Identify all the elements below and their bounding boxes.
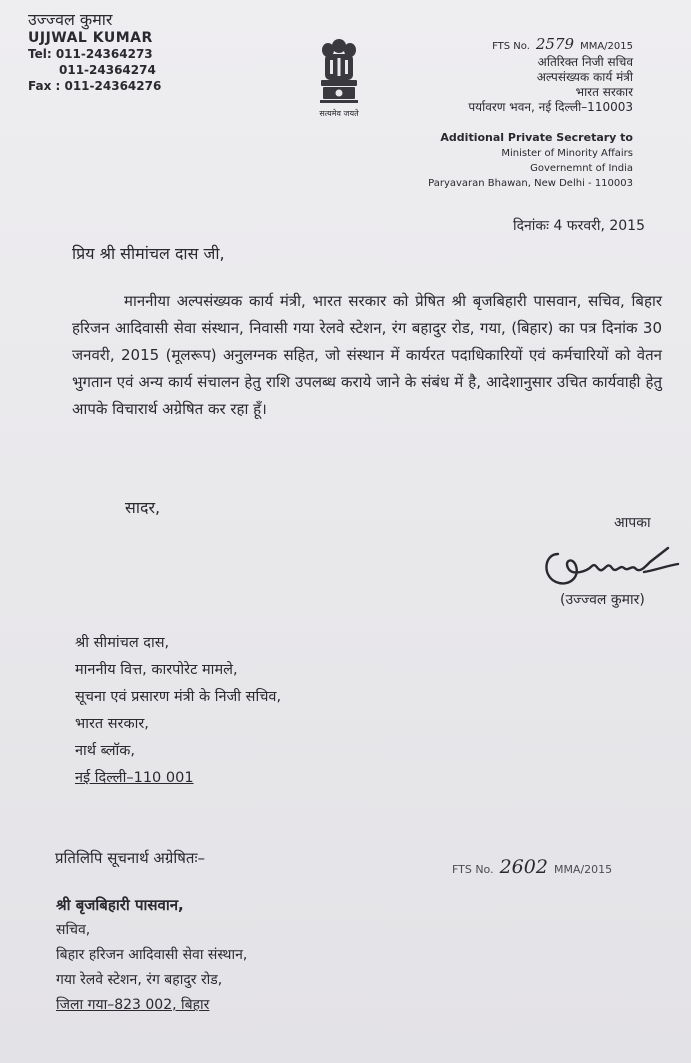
office-govt-english: Governemnt of India [530,163,633,174]
copy-addressee-line-4: गया रेलवे स्टेशन, रंग बहादुर रोड, [56,972,223,988]
sender-fax: Fax : 011-24364276 [28,79,162,93]
salutation: प्रिय श्री सीमांचल दास जी, [72,244,225,263]
sender-name-english: UJJWAL KUMAR [28,30,153,46]
body-text: माननीया अल्पसंख्यक कार्य मंत्री, भारत सरकार को प्रेषित श्री बृजबिहारी पासवान, सचिव, बिहार हरिजन आदिवासी सेवा संस्थान, निवासी गया रेलवे स्टेशन, रंग बहादुर रोड, गया, (बिहार) का पत्र दिनांक 30 जनवरी, 2015 (मूलरूप) अनुलग्नक सहित, जो संस्थान में कार्यरत पदाधिकारियों एवं कर्मचारियों को वेतन भुगतान एवं अन्य कार्य संचालन हेतु राशि उपलब्ध कराये जाने के संबंध में है, आदेशानुसार उचित कार्यवाही हेतु आपके विचारार्थ अग्रेषित कर रहा हूँ। [72,292,662,418]
signature [540,542,685,596]
office-block [428,36,633,191]
yours: आपका [614,515,651,531]
addressee-line-6: नई दिल्ली–110 001 [75,770,194,786]
office-ministry-english: Minister of Minority Affairs [501,148,633,159]
office-govt-hindi: भारत सरकार [575,85,633,99]
office-address-english: Paryavaran Bhawan, New Delhi - 110003 [428,178,633,189]
addressee-line-2: माननीय वित्त, कारपोरेट मामले, [75,662,238,678]
addressee-block [75,630,281,792]
fts2-number: 2602 [499,856,548,878]
fts-reference [428,36,633,55]
fts-number: 2579 [535,35,575,53]
sender-name-hindi: उज्ज्वल कुमार [28,10,113,29]
copy-addressee-line-3: बिहार हरिजन आदिवासी सेवा संस्थान, [56,947,248,963]
office-ministry-hindi: अल्पसंख्यक कार्य मंत्री [536,70,633,84]
sender-phone-2: 011-24364274 [59,63,156,77]
addressee-line-3: सूचना एवं प्रसारण मंत्री के निजी सचिव, [75,689,282,705]
letter-body [72,288,662,423]
signatory-name: (उज्ज्वल कुमार) [560,592,645,608]
fts2-label: FTS No. [452,863,494,876]
state-emblem [304,36,374,119]
addressee-line-4: भारत सरकार, [75,716,149,732]
ashoka-emblem-icon [316,36,362,106]
copy-addressee-line-5: जिला गया–823 002, बिहार [56,997,210,1013]
sender-phone-1: Tel: 011-24364273 [28,47,153,61]
fts-label: FTS No. [492,41,530,52]
copy-addressee-line-1: श्री बृजबिहारी पासवान, [56,896,184,914]
signature-scribble-icon [540,542,685,592]
sender-block [28,10,161,94]
fts-reference-2 [452,856,612,878]
copy-addressee-line-2: सचिव, [56,922,91,938]
office-title-hindi: अतिरिक्त निजी सचिव [537,55,633,69]
emblem-motto: सत्यमेव जयते [319,109,359,118]
addressee-line-1: श्री सीमांचल दास, [75,635,170,651]
fts-suffix: MMA/2015 [580,41,633,52]
office-address-hindi: पर्यावरण भवन, नई दिल्ली–110003 [468,100,633,114]
copy-addressee-block [56,893,247,1018]
letter-date: दिनांकः 4 फरवरी, 2015 [512,218,645,234]
office-title-english: Additional Private Secretary to [440,131,633,144]
fts2-suffix: MMA/2015 [553,863,613,876]
closing: सादर, [125,498,161,517]
copy-label: प्रतिलिपि सूचनार्थ अग्रेषितः– [55,849,205,867]
addressee-line-5: नार्थ ब्लॉक, [75,743,136,759]
